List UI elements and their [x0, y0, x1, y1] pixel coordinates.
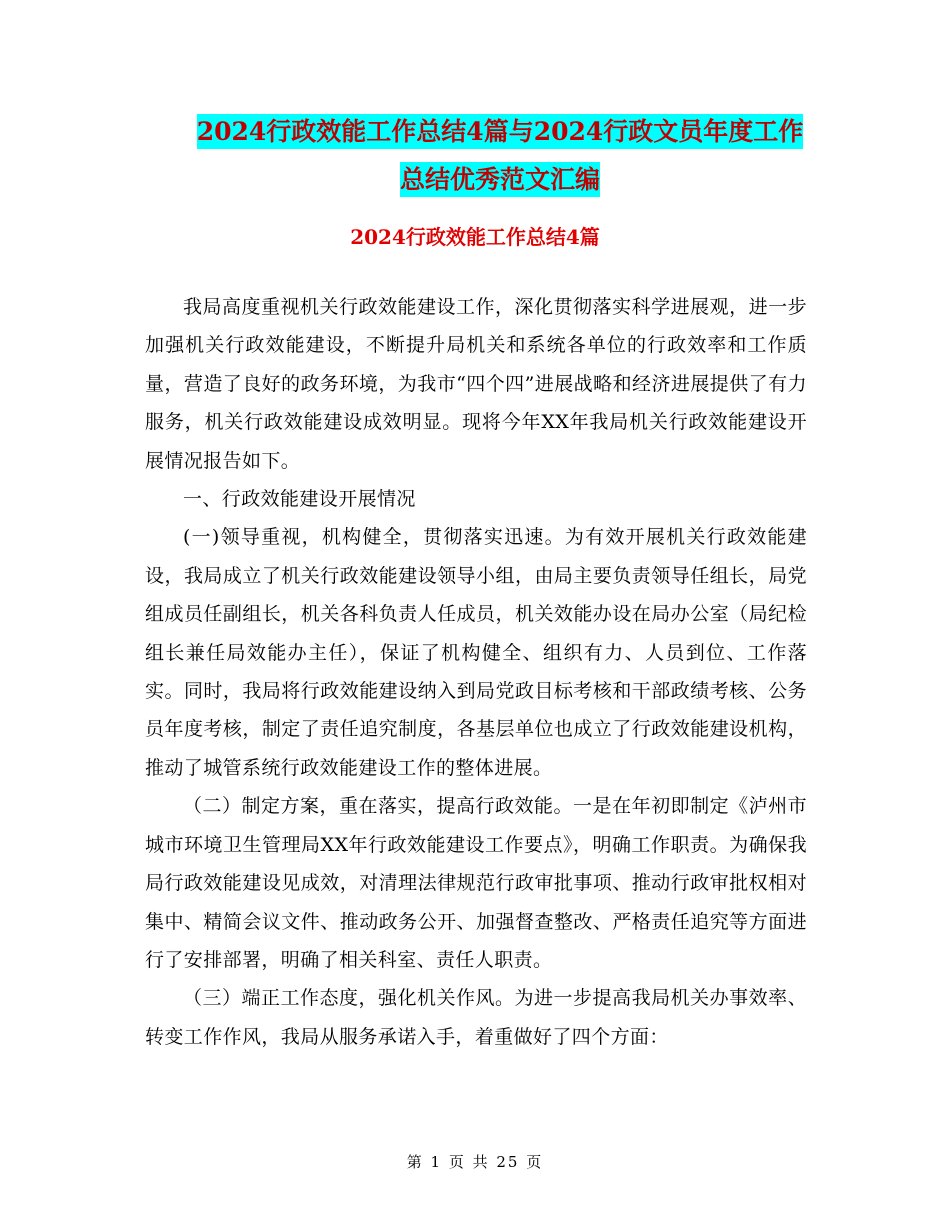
document-title-line-2: 总结优秀范文汇编: [400, 162, 600, 197]
document-title: [100, 108, 900, 204]
section-title: 2024行政效能工作总结4篇: [350, 225, 600, 249]
document-body: [145, 288, 807, 1056]
paragraph-intro: 我局高度重视机关行政效能建设工作，深化贯彻落实科学进展观，进一步加强机关行政效能建设，不断提升局机关和系统各单位的行政效率和工作质量，营造了良好的政务环境，为我市“四个四”进展战略和经济进展提供了有力服务，机关行政效能建设成效明显。现将今年XX年我局机关行政效能建设开展情况报告如下。: [145, 296, 807, 472]
paragraph-item-1: (一)领导重视，机构健全，贯彻落实迅速。为有效开展机关行政效能建设，我局成立了机关行政效能建设领导小组，由局主要负责领导任组长，局党组成员任副组长，机关各科负责人任成员，机关效能办设在局办公室（局纪检组长兼任局效能办主任），保证了机构健全、组织有力、人员到位、工作落实。同时，我局将行政效能建设纳入到局党政目标考核和干部政绩考核、公务员年度考核，制定了责任追究制度，各基层单位也成立了行政效能建设机构，推动了城管系统行政效能建设工作的整体进展。: [145, 526, 807, 779]
paragraph-heading-1: 一、行政效能建设开展情况: [183, 488, 416, 511]
document-title-line-1: 2024行政效能工作总结4篇与2024行政文员年度工作: [197, 114, 804, 149]
paragraph-item-2: （二）制定方案，重在落实，提高行政效能。一是在年初即制定《泸州市城市环境卫生管理局XX年行政效能建设工作要点》，明确工作职责。为确保我局行政效能建设见成效，对清理法律规范行政审批事项、推动行政审批权相对集中、精简会议文件、推动政务公开、加强督查整改、严格责任追究等方面进行了安排部署，明确了相关科室、责任人职责。: [145, 795, 807, 971]
paragraph-item-3: （三）端正工作态度，强化机关作风。为进一步提高我局机关办事效率、转变工作作风，我局从服务承诺入手，着重做好了四个方面：: [145, 987, 807, 1048]
page-number: 第 1 页 共 25 页: [406, 1153, 544, 1171]
